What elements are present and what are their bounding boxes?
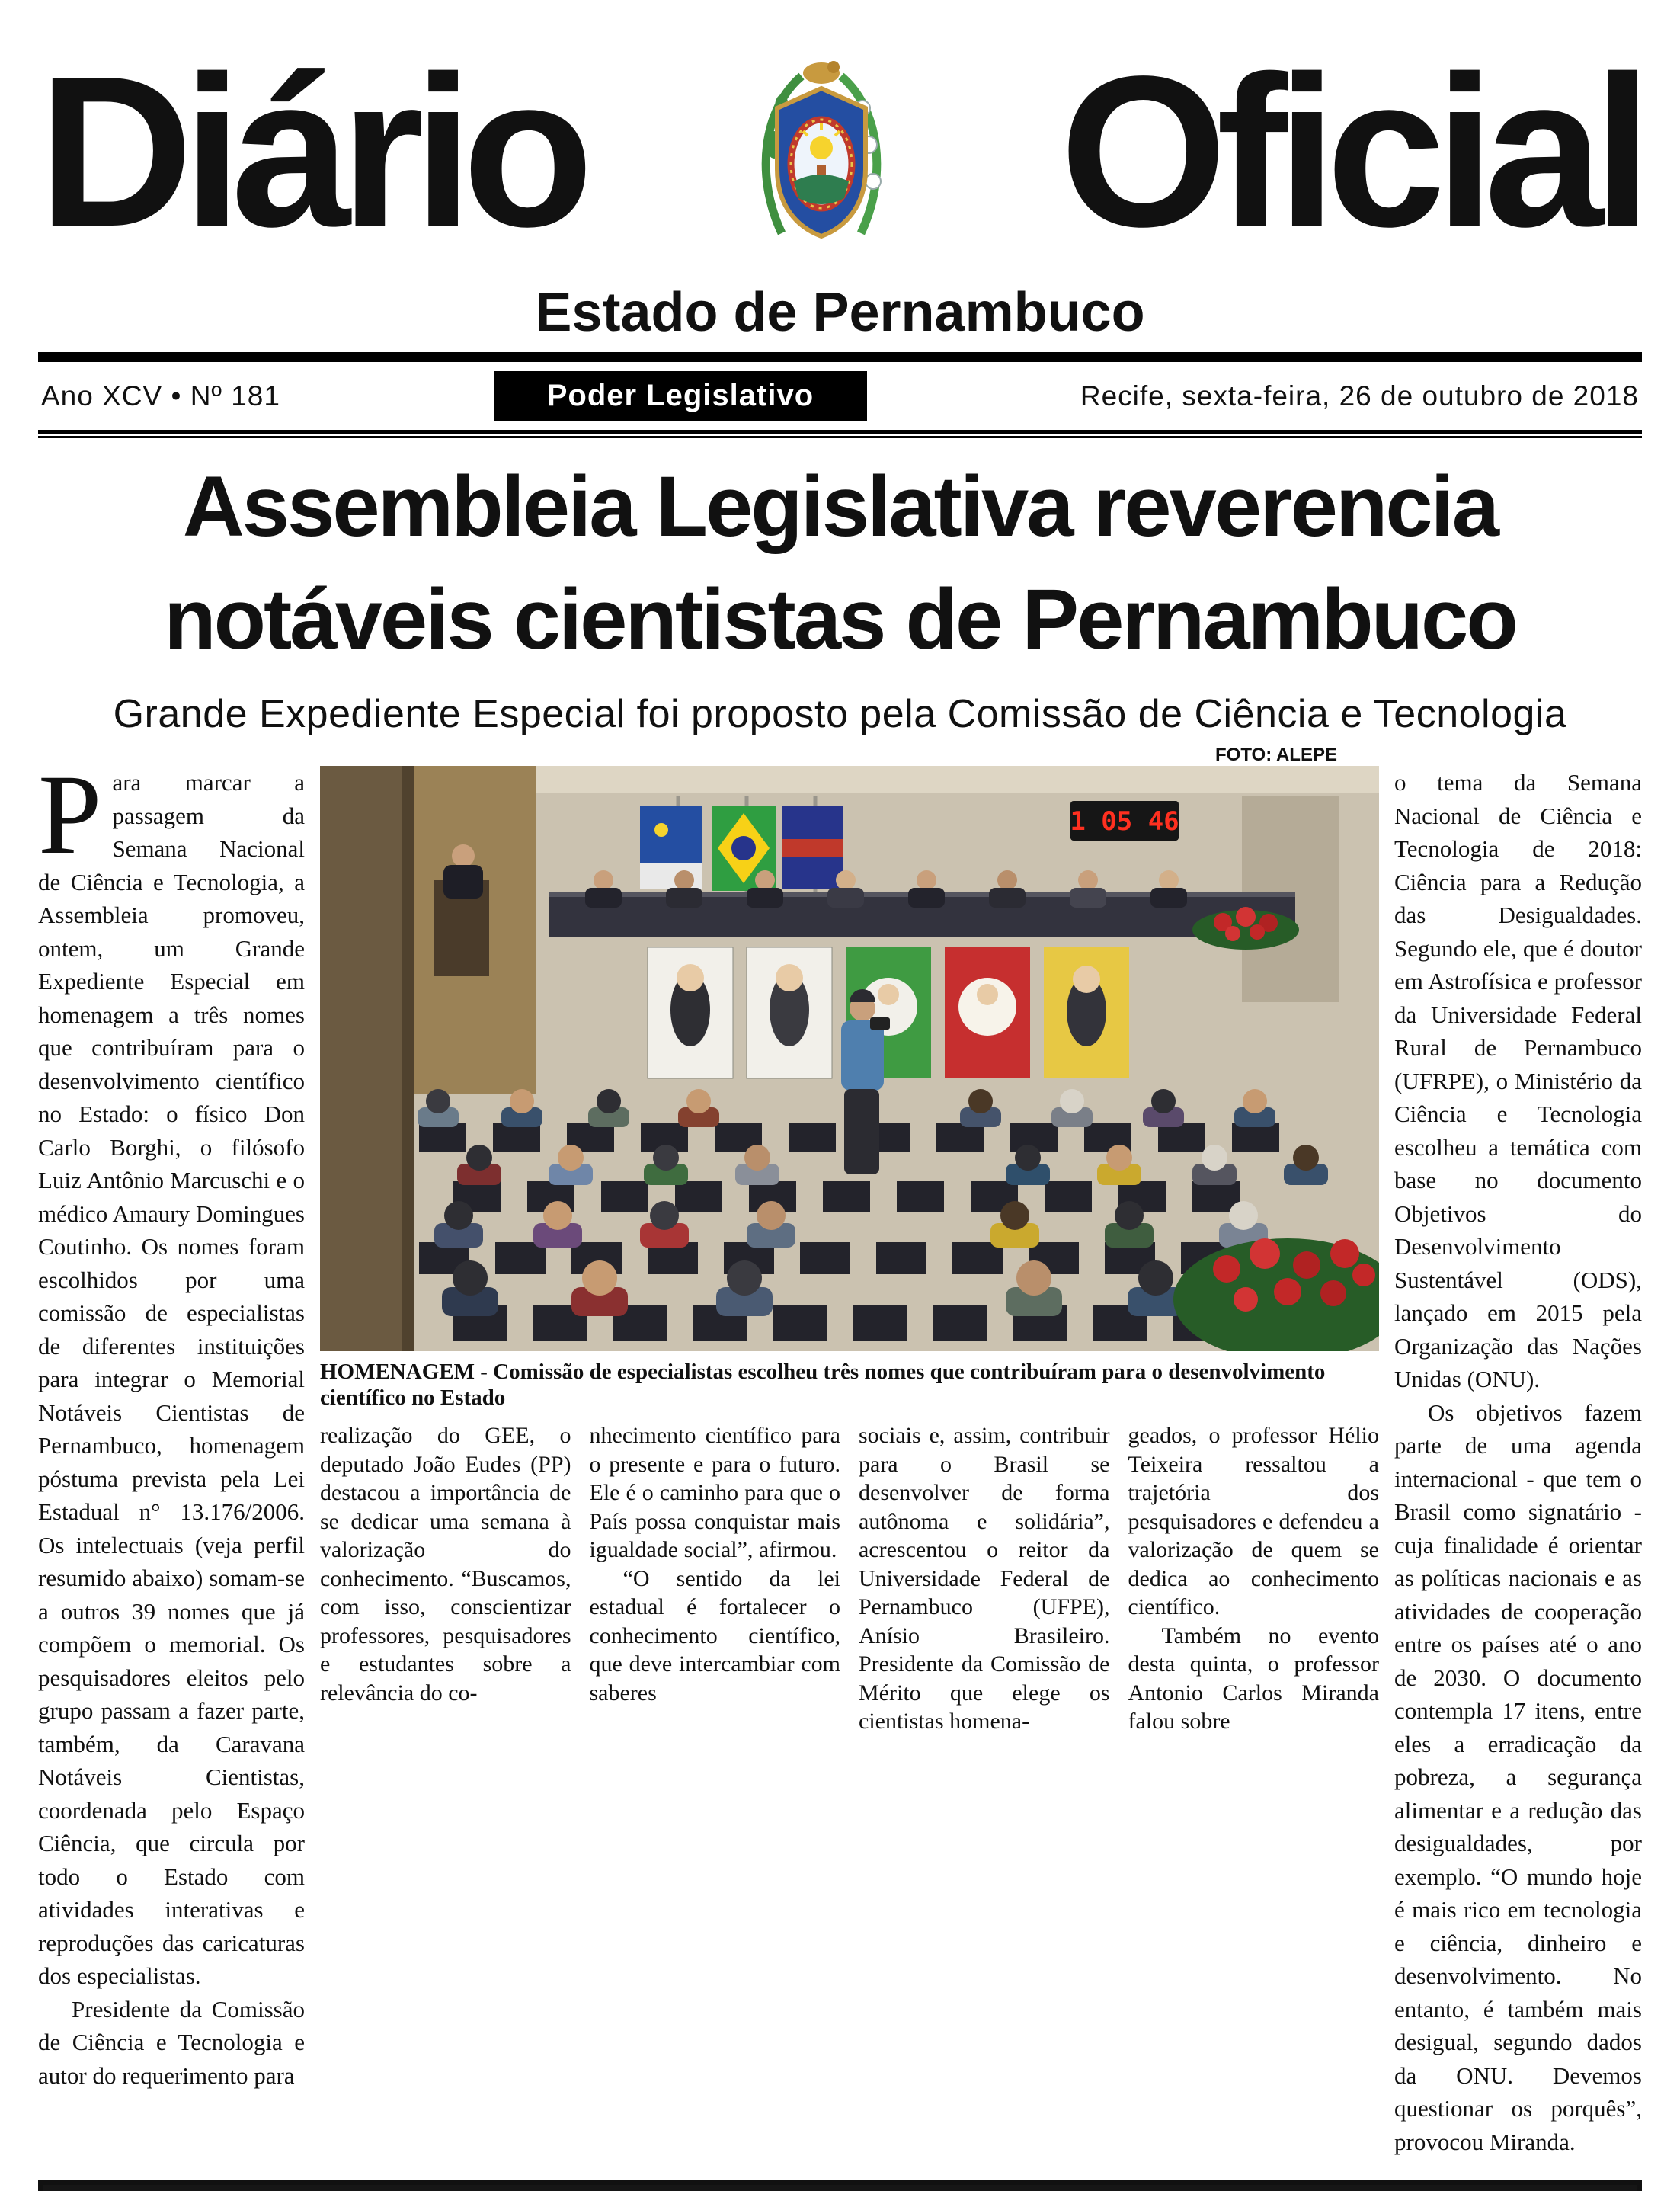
led-session-clock <box>1070 801 1179 841</box>
event-photo <box>320 766 1379 1351</box>
profiles-banner <box>43 2185 1637 2191</box>
article-left-column <box>38 751 305 2158</box>
section-badge: Poder Legislativo <box>494 371 867 421</box>
profiles-section <box>38 2180 1642 2191</box>
right-column-paragraph: o tema da Semana Nacional de Ciência e Tecnologia de 2018: Ciência para a Redução das Desigualdades. Segundo ele, que é doutor em Astrofísica e professor da Universidade Federal Rural de Pernambuco (UFRPE), o Ministério da Ciência e Tecnologia escolheu a temática com base no documento Objetivos do Desenvolvimento Sustentável (ODS), lançado em 2015 pela Organização das Nações Unidas (ONU). <box>1394 769 1642 1392</box>
wood-panel-left <box>320 766 402 1351</box>
dropcap-p: P <box>38 751 102 878</box>
article-column-2 <box>590 1421 841 1736</box>
masthead <box>38 26 1642 344</box>
masthead-word-oficial: Oficial <box>1060 31 1642 271</box>
column-paragraph: “O sentido da lei estadual é fortalecer o conhecimento científico, que deve intercambiar com saberes <box>589 1565 840 1706</box>
state-assembly-flag <box>782 806 843 889</box>
article-column-1 <box>320 1421 571 1736</box>
column-paragraph: realização do GEE, o deputado João Eudes (PP) destacou a importância de se dedicar uma semana à valorização do conhecimento. “Buscamos, com isso, conscientizar professores, pesquisadores e estudantes sobre a relevância do co- <box>320 1423 571 1706</box>
article-column-4 <box>1128 1421 1380 1736</box>
dateline <box>38 362 1642 430</box>
masthead-rule <box>38 352 1642 362</box>
photo-credit: FOTO: ALEPE <box>1214 745 1337 765</box>
headline-line-1: Assembleia Legislativa reverencia <box>182 459 1498 554</box>
article-columns <box>320 1421 1379 1736</box>
article-right-column <box>1394 766 1642 2158</box>
lead-paragraph: Para marcar a passagem da Semana Nacional de Ciência e Tecnologia, a Assembleia promoveu, ontem, um Grande Expediente Especial em homenagem a três nomes que contribuíram para o desenvolvimento científico no Estado: o físico Don Carlo Borghi, o filósofo Luiz Antônio Marcuschi e o médico Amaury Domingues Coutinho. Os nomes foram escolhidos por uma comissão de especialistas de diferentes instituições para integrar o Memorial Notáveis Cientistas de Pernambuco, homenagem póstuma prevista pela Lei Estadual n° 13.176/2006. Os intelectuais (veja perfil resumido abaixo) somam-se a outros 39 nomes que já compõem o memorial. Os pesquisadores eleitos pelo grupo passam a fazer parte, também, da Caravana Notáveis Cientistas, coordenada pelo Espaço Ciência, que circula por todo o Estado com atividades interativas e reproduções das caricaturas dos especialistas. <box>38 751 305 1989</box>
photo-caption: HOMENAGEM - Comissão de especialistas escolheu três nomes que contribuíram para o desenvolvimento científico no Estado <box>320 1360 1326 1410</box>
subheadline: Grande Expediente Especial foi proposto pela Comissão de Ciência e Tecnologia <box>113 692 1567 736</box>
article-center-column <box>320 766 1379 2158</box>
clock-digits: 1 05 46 <box>1070 806 1179 837</box>
column-paragraph: nhecimento científico para o presente e para o futuro. Ele é o caminho para que o País possa conquistar mais igualdade social”, afirmou. <box>589 1423 840 1562</box>
column-paragraph: geados, o professor Hélio Teixeira ressaltou a trajetória dos pesquisadores e defendeu a valorização de quem se dedica ao conhecimento científico. <box>1128 1423 1379 1619</box>
masthead-word-diario: Diário <box>38 31 584 271</box>
column-paragraph: Também no evento desta quinta, o professor Antonio Carlos Miranda falou sobre <box>1128 1622 1379 1734</box>
column-paragraph: sociais e, assim, contribuir para o Brasil se desenvolver de forma autônoma e solidária”, acrescentou o reitor da Universidade Federal de Pernambuco (UFPE), Anísio Brasileiro. Presidente da Comissão de Mérito que elege os cientistas homena- <box>859 1423 1110 1734</box>
right-column-paragraph: Os objetivos fazem parte de uma agenda internacional - que tem o Brasil como signatário - cuja finalidade é orientar as políticas nacionais e as atividades de cooperação entre os países até o ano de 2030. O documento contempla 17 itens, entre eles a erradicação da pobreza, a segurança alimentar e a redução das desigualdades, por exemplo. “O mundo hoje é mais rico em tecnologia e ciência, dinheiro e desenvolvimento. No entanto, é também mais desigual, segundo dados da ONU. Devemos questionar os porquês”, provocou Miranda. <box>1394 1398 1642 2155</box>
lead-paragraph-2: Presidente da Comissão de Ciência e Tecnologia e autor do requerimento para <box>38 1995 305 2089</box>
main-headline <box>38 450 1642 676</box>
edition-date: Recife, sexta-feira, 26 de outubro de 2018 <box>1080 380 1639 412</box>
article-column-3 <box>859 1421 1110 1736</box>
dateline-rule <box>38 430 1642 438</box>
headline-line-2: notáveis cientistas de Pernambuco <box>164 572 1516 667</box>
pernambuco-coat-of-arms-icon <box>754 53 888 250</box>
edition-number: Ano XCV • Nº 181 <box>41 380 280 412</box>
masthead-subtitle: Estado de Pernambuco <box>535 282 1145 343</box>
caricature-banners <box>648 947 1129 1078</box>
